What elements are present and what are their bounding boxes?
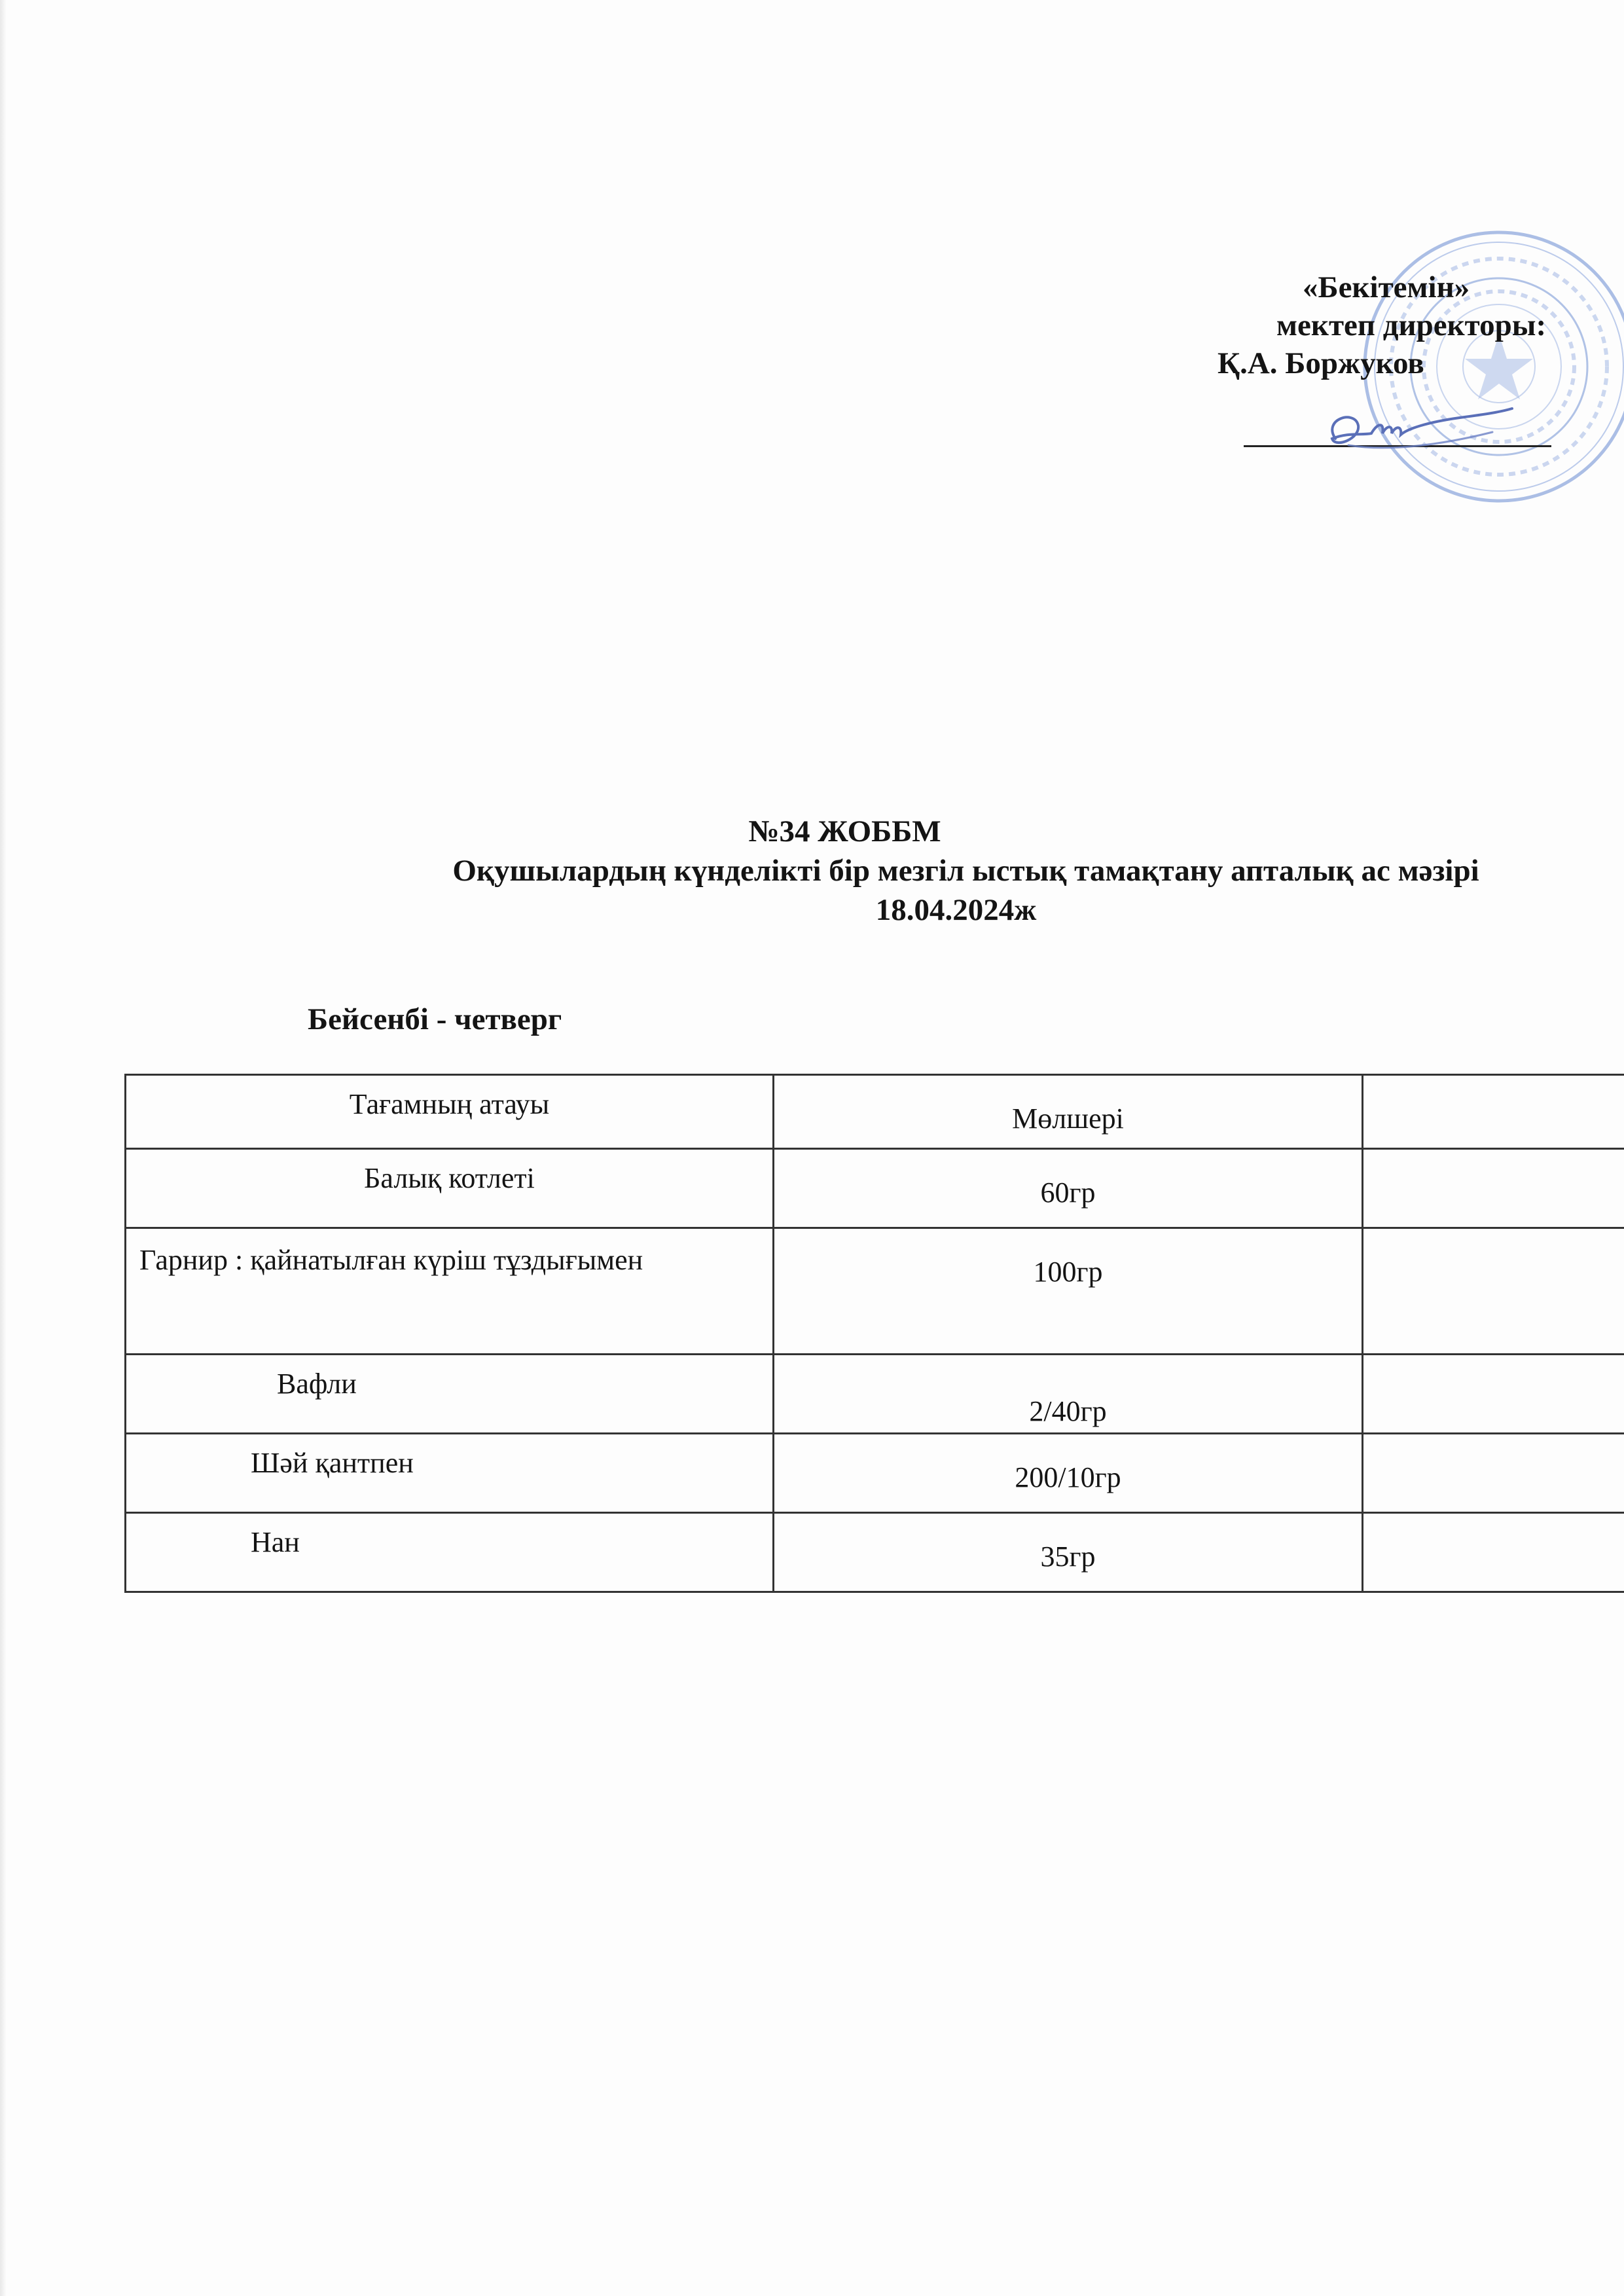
header-cell-extra bbox=[1363, 1075, 1624, 1149]
document-heading bbox=[0, 812, 1624, 930]
director-position: мектеп директоры: bbox=[1276, 308, 1547, 342]
extra-cell bbox=[1363, 1355, 1624, 1434]
dish-amount: 2/40гр bbox=[1029, 1395, 1107, 1427]
director-name: Қ.А. Боржуков bbox=[1218, 346, 1424, 380]
dish-cell bbox=[126, 1228, 774, 1355]
approval-block bbox=[1204, 268, 1623, 382]
extra-cell bbox=[1363, 1513, 1624, 1592]
menu-title: Оқушылардың күнделікті бір мезгіл ыстық тамақтану апталық ас мәзірі bbox=[452, 854, 1479, 888]
menu-date: 18.04.2024ж bbox=[875, 893, 1037, 927]
menu-table bbox=[124, 1074, 1624, 1593]
dish-amount: 200/10гр bbox=[1015, 1461, 1121, 1493]
table-row bbox=[126, 1228, 1624, 1355]
amount-cell bbox=[774, 1149, 1363, 1228]
dish-amount: 60гр bbox=[1040, 1176, 1096, 1209]
header-cell-dish bbox=[126, 1075, 774, 1149]
amount-cell bbox=[774, 1513, 1363, 1592]
dish-cell bbox=[126, 1355, 774, 1434]
header-cell-amount bbox=[774, 1075, 1363, 1149]
dish-cell bbox=[126, 1513, 774, 1592]
dish-name: Шәй қантпен bbox=[251, 1447, 414, 1479]
dish-name: Нан bbox=[251, 1526, 300, 1558]
extra-cell bbox=[1363, 1434, 1624, 1513]
dish-cell bbox=[126, 1434, 774, 1513]
school-name: №34 ЖОББМ bbox=[748, 814, 941, 848]
table-row bbox=[126, 1513, 1624, 1592]
dish-name: Гарнир : қайнатылған күріш тұздығымен bbox=[139, 1244, 643, 1276]
amount-cell bbox=[774, 1434, 1363, 1513]
dish-cell bbox=[126, 1149, 774, 1228]
amount-cell bbox=[774, 1355, 1363, 1434]
table-row bbox=[126, 1149, 1624, 1228]
dish-name: Балық котлеті bbox=[364, 1162, 535, 1194]
amount-cell bbox=[774, 1228, 1363, 1355]
dish-amount: 35гр bbox=[1040, 1540, 1096, 1573]
table-row bbox=[126, 1434, 1624, 1513]
weekday-label: Бейсенбі - четверг bbox=[308, 1002, 562, 1036]
extra-cell bbox=[1363, 1228, 1624, 1355]
header-dish-label: Тағамның атауы bbox=[349, 1088, 550, 1120]
header-extra-label bbox=[1363, 1076, 1624, 1087]
approved-label: «Бекітемін» bbox=[1303, 270, 1470, 304]
dish-name: Вафли bbox=[277, 1368, 357, 1400]
signature-icon bbox=[1309, 393, 1519, 471]
scan-edge bbox=[0, 0, 7, 2296]
table-row bbox=[126, 1355, 1624, 1434]
header-amount-label: Мөлшері bbox=[1012, 1102, 1124, 1135]
dish-amount: 100гр bbox=[1033, 1256, 1103, 1288]
table-header-row bbox=[126, 1075, 1624, 1149]
extra-cell bbox=[1363, 1149, 1624, 1228]
